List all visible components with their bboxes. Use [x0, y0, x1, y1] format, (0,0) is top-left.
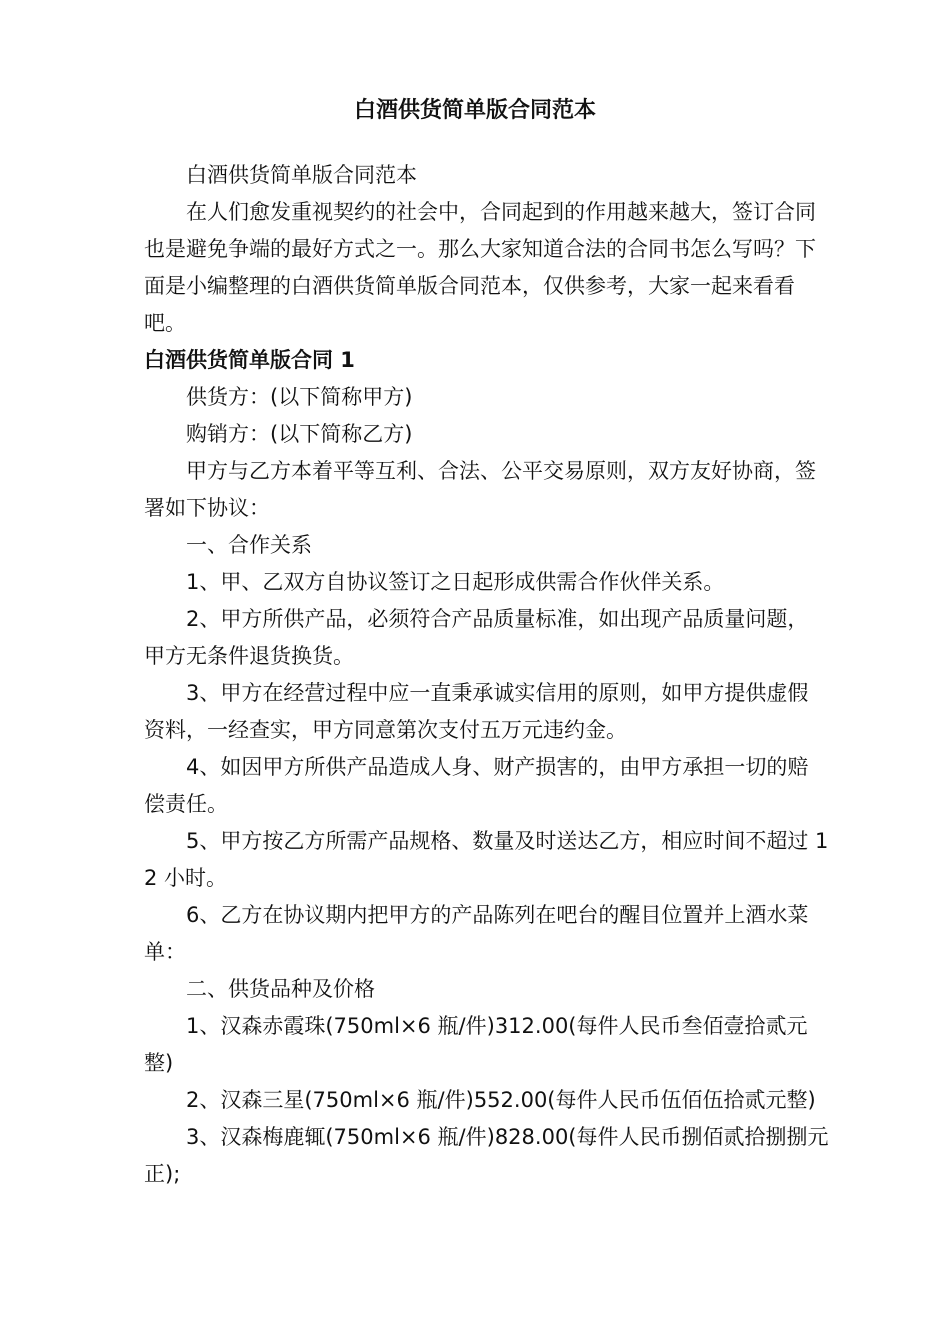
clause-item: 4、如因甲方所供产品造成人身、财产损害的，由甲方承担一切的赔偿责任。	[144, 755, 809, 816]
clause-heading-products: 二、供货品种及价格	[186, 977, 375, 1001]
clause-item: 6、乙方在协议期内把甲方的产品陈列在吧台的醒目位置并上酒水菜单：	[144, 903, 809, 964]
product-price-item: 1、汉森赤霞珠(750ml×6 瓶/件)312.00(每件人民币叁佰壹拾贰元整)	[144, 1014, 808, 1075]
clause-item: 3、甲方在经营过程中应一直秉承诚实信用的原则，如甲方提供虚假资料，一经查实，甲方同意第次支付五万元违约金。	[144, 681, 809, 742]
clause-item: 1、甲、乙双方自协议签订之日起形成供需合作伙伴关系。	[186, 570, 725, 594]
agreement-preamble: 甲方与乙方本着平等互利、合法、公平交易原则，双方友好协商，签署如下协议：	[144, 459, 816, 520]
clause-heading-cooperation: 一、合作关系	[186, 533, 312, 557]
product-price-item: 3、汉森梅鹿辄(750ml×6 瓶/件)828.00(每件人民币捌佰贰拾捌捌元正);	[144, 1125, 829, 1186]
clause-item: 5、甲方按乙方所需产品规格、数量及时送达乙方，相应时间不超过 12 小时。	[144, 829, 829, 890]
buyer-line: 购销方：(以下简称乙方)	[186, 422, 413, 446]
subtitle-paragraph: 白酒供货简单版合同范本	[186, 163, 417, 187]
product-price-item: 2、汉森三星(750ml×6 瓶/件)552.00(每件人民币伍佰伍拾贰元整)	[186, 1088, 816, 1112]
section-heading: 白酒供货简单版合同 1	[144, 348, 355, 372]
document-title: 白酒供货简单版合同范本	[353, 98, 596, 123]
document-body	[144, 157, 829, 1193]
intro-paragraph: 在人们愈发重视契约的社会中，合同起到的作用越来越大，签订合同也是避免争端的最好方式之一。那么大家知道合法的合同书怎么写吗？下面是小编整理的白酒供货简单版合同范本，仅供参考，大家一起来看看吧。	[144, 200, 816, 335]
supplier-line: 供货方：(以下简称甲方)	[186, 385, 413, 409]
clause-item: 2、甲方所供产品，必须符合产品质量标准，如出现产品质量问题，甲方无条件退货换货。	[144, 607, 809, 668]
